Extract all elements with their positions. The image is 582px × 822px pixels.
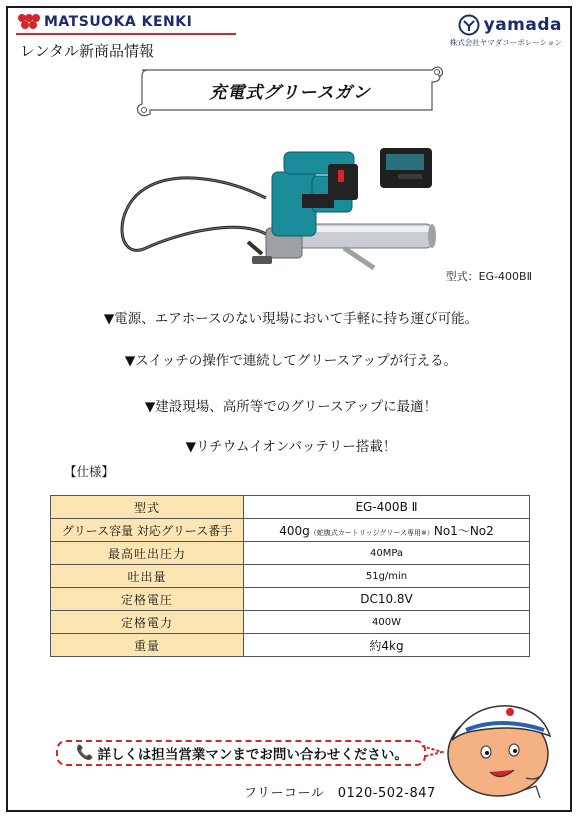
spec-label: 定格電圧 — [51, 588, 244, 611]
matsuoka-logo-mark — [18, 14, 40, 30]
yamada-corp-name: 株式会社ヤマダコーポレーション — [449, 38, 562, 47]
spec-value: 51g/min — [244, 565, 530, 588]
contact-callout — [56, 740, 426, 766]
matsuoka-logo — [18, 14, 192, 30]
feature-item: ▼建設現場、高所等でのグリースアップに最適！ — [144, 399, 438, 415]
spec-label: 最高吐出圧力 — [51, 542, 244, 565]
table-row — [51, 634, 530, 657]
spec-value-tail: No1〜No2 — [433, 523, 494, 538]
table-row — [51, 519, 530, 542]
feature-item: ▼リチウムイオンバッテリー搭載！ — [185, 439, 397, 455]
table-row — [51, 588, 530, 611]
spec-label: 型式 — [51, 496, 244, 519]
spec-value — [244, 519, 530, 542]
spec-value: 400W — [244, 611, 530, 634]
table-row — [51, 611, 530, 634]
spec-label: グリース容量 対応グリース番手 — [51, 519, 244, 542]
spec-value-main: 400g — [279, 523, 310, 538]
yamada-logo-mark — [458, 14, 480, 36]
header-rule — [16, 33, 236, 35]
spec-table — [50, 495, 530, 657]
table-row — [51, 565, 530, 588]
spec-label: 定格電力 — [51, 611, 244, 634]
freecall-number: フリーコール 0120-502-847 — [244, 786, 436, 801]
spec-value: 40MPa — [244, 542, 530, 565]
phone-icon: 📞 — [76, 745, 94, 761]
model-caption: 型式：EG-400BⅡ — [445, 270, 532, 283]
grease-gun-image — [116, 138, 446, 278]
matsuoka-brand-text: MATSUOKA KENKI — [44, 14, 193, 30]
contact-message: 詳しくは担当営業マンまでお問い合わせください。 — [97, 747, 408, 763]
table-row — [51, 496, 530, 519]
page-subtitle: レンタル新商品情報 — [20, 42, 155, 60]
spec-value: 約4kg — [244, 634, 530, 657]
spec-value-note: （蛇腹式カートリッジグリース専用※） — [309, 528, 434, 537]
yamada-brand-text: yamada — [483, 15, 562, 35]
feature-item: ▼スイッチの操作で連続してグリースアップが行える。 — [124, 353, 458, 369]
yamada-logo — [450, 14, 562, 48]
product-title: 充電式グリースガン — [209, 83, 371, 103]
spec-value: EG-400B Ⅱ — [244, 496, 530, 519]
mascot-illustration — [440, 690, 560, 802]
spec-label: 重量 — [51, 634, 244, 657]
spec-heading: 【仕様】 — [64, 464, 115, 479]
table-row — [51, 542, 530, 565]
spec-label: 吐出量 — [51, 565, 244, 588]
spec-value: DC10.8V — [244, 588, 530, 611]
feature-item: ▼電源、エアホースのない現場において手軽に持ち運び可能。 — [103, 311, 479, 327]
